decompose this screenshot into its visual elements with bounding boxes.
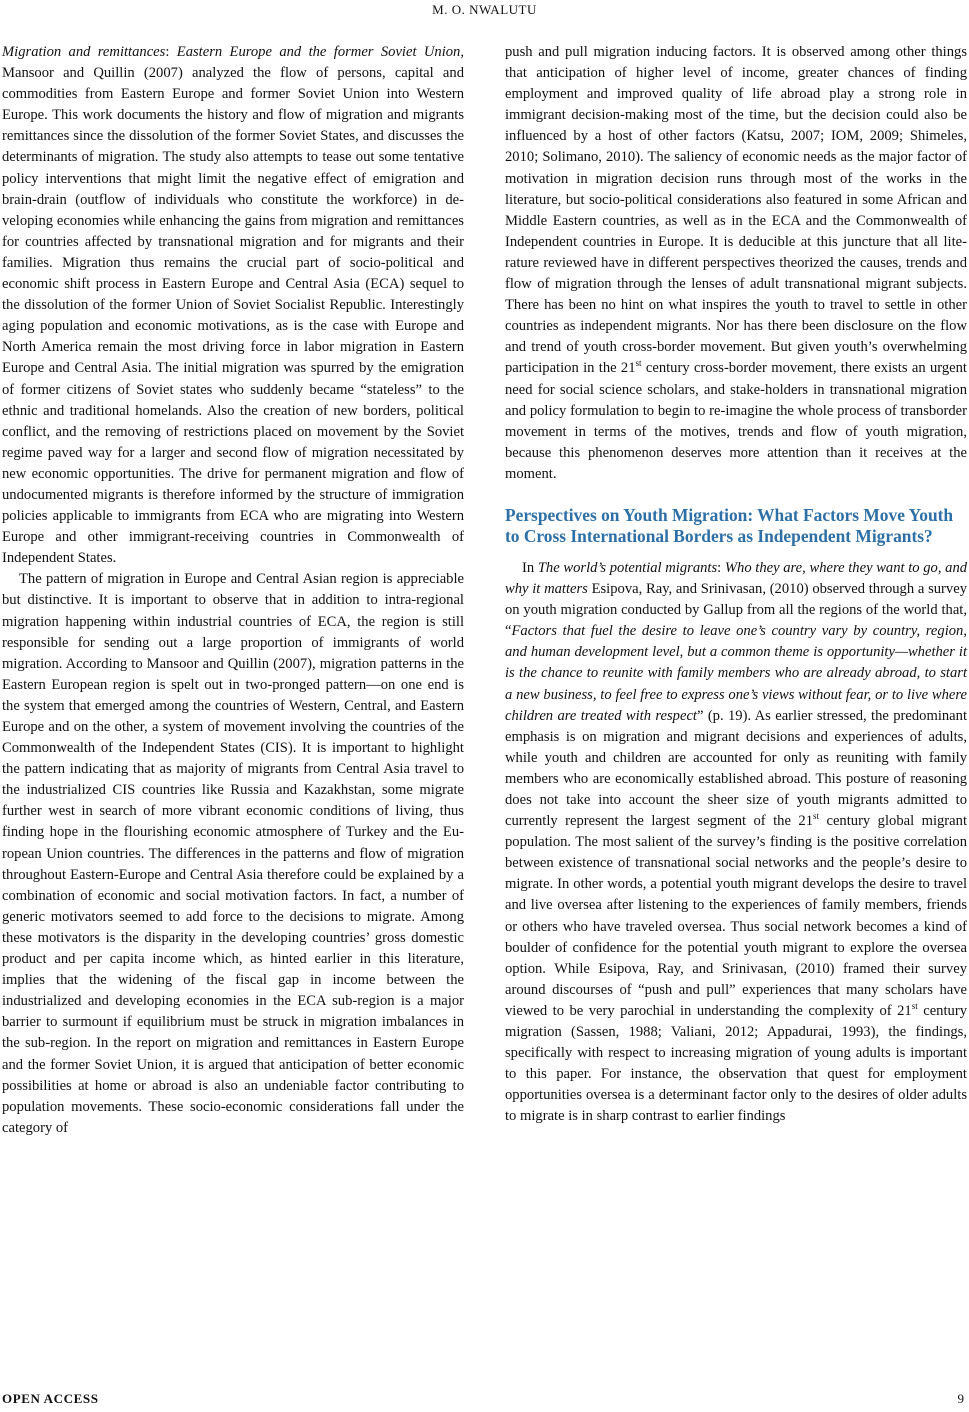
italic-text: and why it matters (505, 559, 968, 598)
italic-text: Eastern Europe and the former Soviet Union (176, 44, 461, 60)
text-span: century migration (Sassen, 1988; Valiani, 2012; Appadurai, 1993), the findings, specifically with respect to increasing migration of young adults is important to this paper. For instance, the observation that quest for employment opportunities oversea is a determinant factor only to the desires of older adults to migrate is in sharp contrast to earlier findings (505, 1002, 967, 1125)
text-span: In (522, 559, 538, 576)
paragraph (505, 42, 967, 485)
superscript: st (911, 1001, 918, 1012)
page-footer (2, 1391, 964, 1407)
text-span: ” (p. 19). As earlier stressed, the predominant emphasis is on migration and migrant decisions and experiences of adults, while youth and children are accounted for only as reuniting with family members who are economically established abroad. This posture of reasoning does not take into account the sheer size of youth migrants admitted to currently represent the largest segment of the 21 (505, 707, 967, 830)
left-column (2, 42, 464, 1139)
open-access-label: OPEN ACCESS (2, 1391, 99, 1406)
paragraph (2, 42, 464, 569)
paragraph: The pattern of migration in Europe and Central Asian region is appreciable but distinctive. It is important to observe that in addition to intra-regional migration happening within industrial countries of ECA, the region is still responsible for sending out a large proportion of immigrants of world migration. According to Mansoor and Quillin (2007), migration patterns in the Eastern European region is spelt out in two-pronged pattern—on one end is the system that emerged among the countries of Western, Central, and Eastern Europe and on the other, a system of movement involving the countries of the Commonwealth of the Independent States (CIS). It is important to highlight the pattern indicating that as majority of migrants from Central Asia travel to the industrialized CIS countries like Russia and Kazakhstan, some migrate further west in search of more vibrant economic conditions of living, thus finding hope in the flourishing economic atmosphere of Turkey and the European Union countries. The differences in the patterns and flow of migration throughout Eastern-Europe and Central Asia therefore could be explained by a combination of economic and social motivation factors. In fact, a number of generic motivators seemed to add force to the decisions to migrate. Among these motivators is the disparity in the developing countries’ gross domestic product and per capita income which, as hinted earlier in this literature, implies that the widening of the fiscal gap in income between the industrialized and developing economies in the ECA sub-region is a major barrier to surmount if equilibrium must be struck in migration imbalances in the sub-region. In the report on migration and remittances in Eastern Europe and the former Soviet Union, it is argued that anticipation of better economic possibilities at home or abroad is also an undeniable factor contributing to population movements. These socio-economic considerations fall under the category of (2, 571, 464, 1136)
text-span: : (165, 44, 177, 60)
text-span: push and pull migration inducing factors. It is observed among other things that anticipation of higher level of income, greater chances of finding employment and improved quality of life abroad play a strong role in immigrant decision-making most of the time, but the decision could also be influenced by a host of other factors (Katsu, 2007; IOM, 2009; Shimeles, 2010; Solimano, 2010). The saliency of economic needs as the major factor of motivation in migration decision runs through most of the works in the literature, but socio-political considerations also featured in some African and Middle Eastern countries, as well as in the ECA and the Commonwealth of Independent countries in Europe. It is deducible at this juncture that all literature reviewed have in different perspectives theorized the causes, trends and flow of migration through the lenses of adult transnational migrant subjects. There has been no hint on what inspires the youth to travel to settle in other countries as independent migrants. Nor has there been disclosure on the flow and trend of youth cross-border movement. But given youth’s overwhelming participation in the 21 (505, 44, 967, 377)
text-span: century cross-border movement, there exists an urgent need for social science scholars, and stake-holders in transnational migration and policy formulation to begin to re-imagine the whole process of transborder movement in terms of the motives, trends and flow of youth migration, because this phenomenon deserves more attention than it receives at the moment. (505, 360, 967, 482)
text-span: Esipova, Ray, and Srinivasan, (2010) observed through a survey on youth migration conducted by Gallup from all the regions of the world that, “ (505, 581, 967, 640)
section-heading: Perspectives on Youth Migration: What Factors Move Youth to Cross International Borders as Independent Migrants? (505, 504, 954, 547)
text-span: : (717, 559, 725, 576)
text-span: , (802, 559, 810, 576)
paragraph (505, 558, 967, 1128)
italic-text: Who they are (724, 559, 803, 576)
superscript: st (635, 358, 642, 369)
text-span: century global migrant population. The most salient of the survey’s finding is the positive correlation between existence of transnational social networks and the people’s desire to migrate. In other words, a potential youth migrant develops the desire to travel and live oversea after listening to the experiences of family members, friends or others who have traveled oversea. Thus social network becomes a kind of boulder of confidence for the potential youth migrant to explore the oversea option. While Esipova, Ray, and Srinivasan, (2010) framed their survey around discourses of “push and pull” experiences that many scholars have viewed to be very parochial in understanding the complexity of 21 (505, 813, 967, 1019)
right-column (505, 42, 967, 1128)
text-span: , (937, 559, 946, 576)
italic-text: The world’s potential migrants (537, 559, 718, 576)
italic-quote: Factors that fuel the desire to leave one’s country vary by country, region, and human development level, but a common theme is opportunity—whether it is the chance to reunite with family members who are already abroad, to start a new business, to feel free to express one’s views without fear, or to live where children are treated with respect (505, 623, 967, 724)
italic-text: where they want to go (809, 559, 938, 576)
page-number: 9 (957, 1391, 964, 1406)
running-head: M. O. NWALUTU (432, 2, 537, 17)
text-span: , Mansoor and Quillin (2007) analyzed the flow of persons, capital and commodities from Eastern Europe and former Soviet Union into Western Europe. This work documents the history and flow of migration and migrants remittances since the dissolution of the former Soviet States, and discusses the determinants of migration. The study also attempts to tease out some tentative policy interventions that might limit the negative effect of emigration and brain-drain (outflow of individuals who constitute the workforce) in developing economies while enhancing the gains from migration and remittances for countries affected by transnational migration and for migrants and their families. Migration thus remains the crucial part of socio-political and economic shift process in Eastern Europe and Central Asia (ECA) sequel to the dissolution of the former Union of Soviet Socialist Republic. Interestingly aging population and economic motivations, as is the case with Europe and North America remain the most driving force in labor migration in Eastern Europe and Central Asia. The initial migration was spurred by the emigration of former citizens of Soviet states who suddenly became “stateless” to the ethnic and traditional homelands. Also the creation of new borders, political conflict, and the removing of restrictions placed on movement by the Soviet regime paved way for a larger and second flow of migration necessitated by new economic opportunities. The drive for permanent migration and flow of undocumented migrants is therefore informed by the structure of immigration policies applicable to immigrants from ECA who are migrating into Western Europe and other immigrant-receiving countries in Commonwealth of Independent States. (2, 44, 465, 567)
italic-text: Migration and remittances (2, 44, 166, 60)
superscript: st (813, 811, 820, 822)
